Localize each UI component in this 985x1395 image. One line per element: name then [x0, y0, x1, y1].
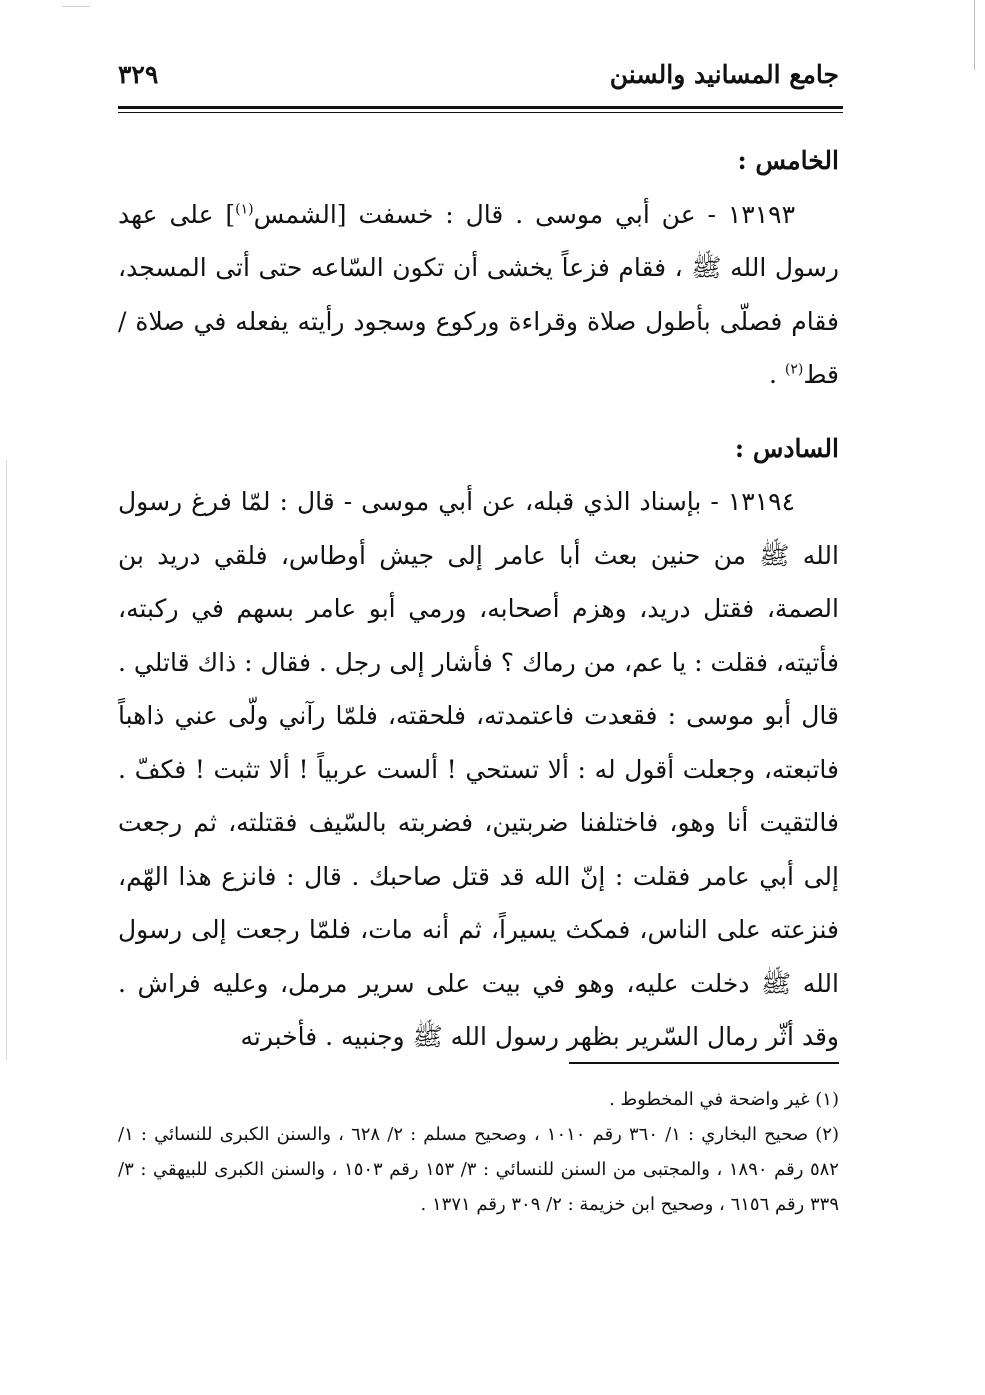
scan-edge-line: [6, 460, 7, 1060]
section-heading: السادس :: [734, 433, 839, 463]
scan-mark: [62, 6, 90, 7]
scan-edge-line: [974, 0, 975, 70]
page-number: ٣٢٩: [118, 60, 159, 89]
footnote: (١) غير واضحة في المخطوط .: [609, 1089, 839, 1110]
footnote-reference: (٢): [784, 361, 804, 378]
hadith-text: .: [768, 360, 785, 389]
page-header: [118, 58, 839, 98]
running-title: جامع المسانيد والسنن: [609, 60, 839, 89]
footnote-reference: (١): [235, 201, 254, 218]
header-rule: [118, 106, 843, 109]
hadith-number: ١٣١٩٤: [727, 487, 795, 516]
header-rule-thin: [118, 112, 843, 113]
section-heading: الخامس :: [737, 146, 839, 175]
footnote-rule: [569, 1062, 839, 1064]
main-text: [118, 134, 839, 1064]
hadith-text: - عن أبي موسى . قال : خسفت [الشمس: [253, 199, 728, 229]
hadith-number: ١٣١٩٣: [727, 199, 795, 229]
footnotes: [118, 1082, 839, 1222]
footnote: (٢) صحيح البخاري : ١/ ٣٦٠ رقم ١٠١٠ ، وصحيح مسلم : ٢/ ٦٢٨ ، والسنن الكبرى للنسائي : ١/ ٥٨٢ رقم ١٨٩٠ ، والمجتبى من السنن للنسائي : ٣/ ١٥٣ رقم ١٥٠٣ ، والسنن الكبرى للبيهقي : ٣/ ٣٣٩ رقم ٦١٥٦ ، وصحيح ابن خزيمة : ٢/ ٣٠٩ رقم ١٣٧١ .: [118, 1124, 839, 1215]
hadith-text: - بإسناد الذي قبله، عن أبي موسى - قال : لمّا فرغ رسول الله ﷺ من حنين بعث أبا عامر إلى جيش أوطاس، فلقي دريد بن الصمة، فقتل دريد، وهزم أصحابه، ورمي أبو عامر بسهم في ركبته، فأتيته، فقلت : يا عم، من رماك ؟ فأشار إلى رجل . فقال : ذاك قاتلي . قال أبو موسى : فقعدت فاعتمدته، فلحقته، فلمّا رآني ولّى عني ذاهباً فاتبعته، وجعلت أقول له : ألا تستحي ! ألست عربياً ! ألا تثبت ! فكفّ . فالتقيت أنا وهو، فاختلفنا ضربتين، فضربته بالسّيف فقتلته، ثم رجعت إلى أبي عامر فقلت : إنّ الله قد قتل صاحبك . قال : فانزع هذا الهّم، فنزعته على الناس، فمكث يسيراً، ثم أنه مات، فلمّا رجعت إلى رسول الله ﷺ دخلت عليه، وهو في بيت على سرير مرمل، وعليه فراش . وقد أثّر رمال السّرير بظهر رسول الله ﷺ وجنبيه . فأخبرته: [118, 487, 839, 1051]
hadith-text: ] على عهد رسول الله ﷺ ، فقام فزعاً يخشى أن تكون السّاعه حتى أتى المسجد، فقام فصلّى بأطول صلاة وقراءة وركوع وسجود رأيته يفعله في صلاة / قط: [118, 199, 839, 389]
hadith-paragraph: [118, 475, 839, 1064]
hadith-paragraph: [118, 188, 839, 402]
